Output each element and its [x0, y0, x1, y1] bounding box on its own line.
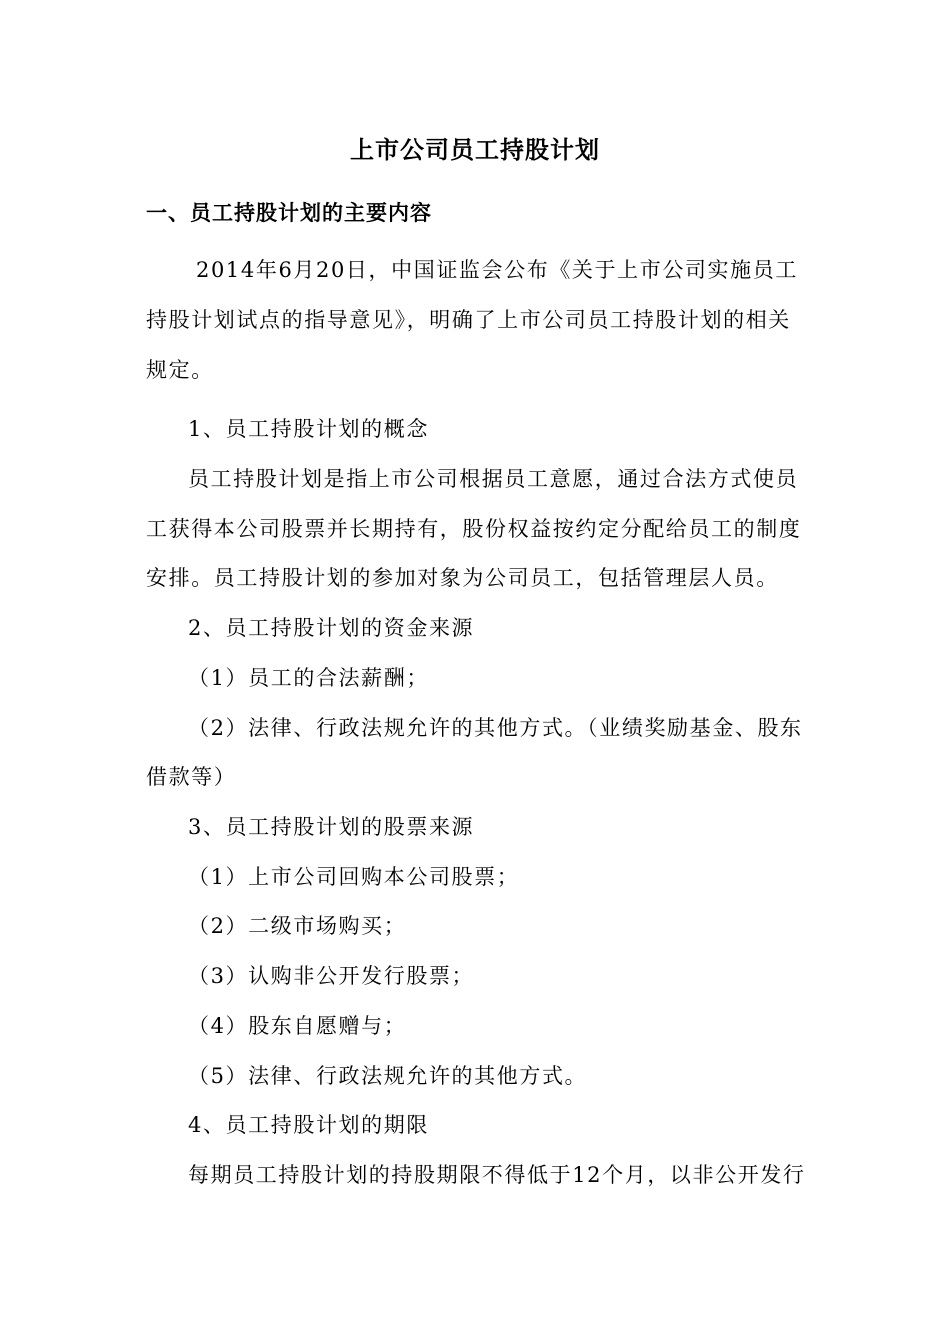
item4-body-line-1: 每期员工持股计划的持股期限不得低于12个月，以非公开发行 — [188, 1163, 806, 1187]
item2-list-item-2: （2）法律、行政法规允许的其他方式。（业绩奖励基金、股东 — [188, 716, 803, 740]
item1-body-line-2: 工获得本公司股票并长期持有，股份权益按约定分配给员工的制度 — [146, 517, 802, 541]
item3-list-item-2: （2）二级市场购买； — [188, 914, 407, 938]
item3-heading: 3、员工持股计划的股票来源 — [188, 815, 475, 839]
section-heading: 一、员工持股计划的主要内容 — [146, 200, 432, 225]
item3-list-item-3: （3）认购非公开发行股票； — [188, 964, 475, 988]
item3-list-item-5: （5）法律、行政法规允许的其他方式。 — [188, 1064, 588, 1088]
item2-heading: 2、员工持股计划的资金来源 — [188, 616, 475, 640]
item2-list-item-2-cont: 借款等） — [146, 765, 237, 789]
intro-line-3: 规定。 — [146, 358, 214, 382]
intro-line-2: 持股计划试点的指导意见》，明确了上市公司员工持股计划的相关 — [146, 308, 791, 332]
item1-body-line-3: 安排。员工持股计划的参加对象为公司员工，包括管理层人员。 — [146, 566, 779, 590]
item1-body-line-1: 员工持股计划是指上市公司根据员工意愿，通过合法方式使员 — [188, 467, 799, 491]
item3-list-item-4: （4）股东自愿赠与； — [188, 1014, 407, 1038]
item1-heading: 1、员工持股计划的概念 — [188, 417, 429, 441]
document-title: 上市公司员工持股计划 — [350, 135, 600, 164]
intro-line-1: 2014年6月20日，中国证监会公布《关于上市公司实施员工 — [196, 258, 798, 282]
item4-heading: 4、员工持股计划的期限 — [188, 1113, 429, 1137]
item3-list-item-1: （1）上市公司回购本公司股票； — [188, 865, 520, 889]
item2-list-item-1: （1）员工的合法薪酬； — [188, 666, 429, 690]
